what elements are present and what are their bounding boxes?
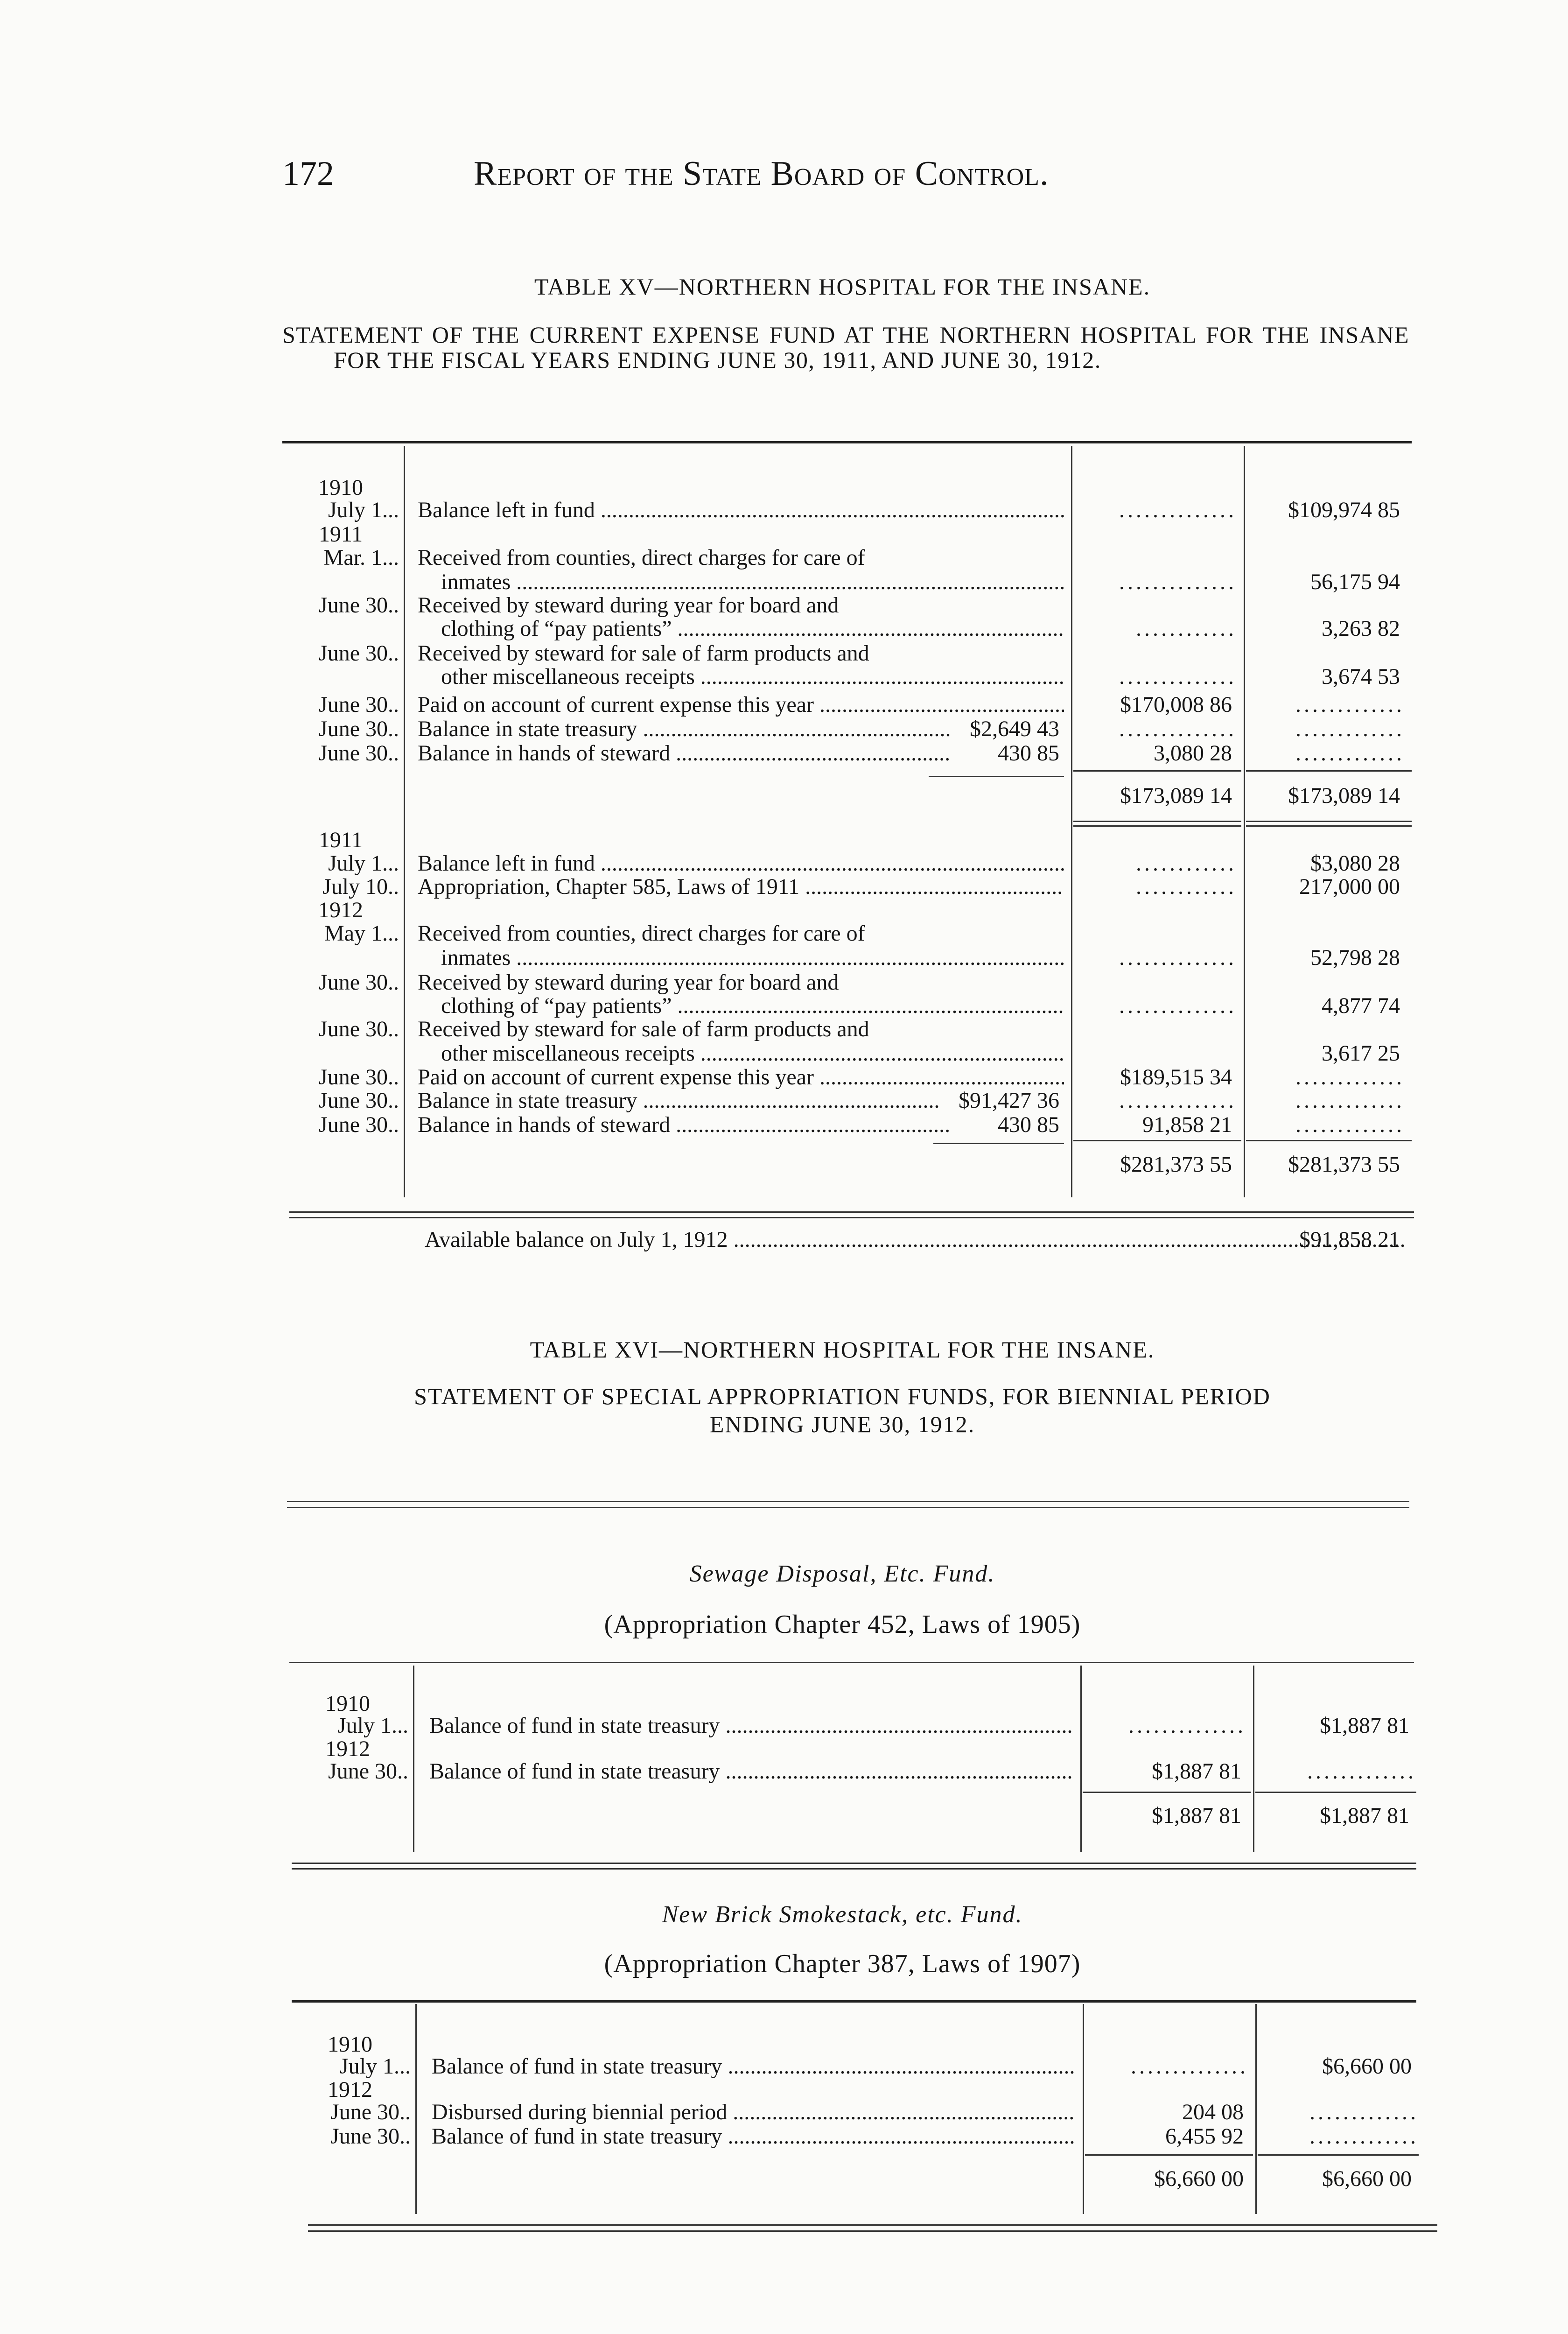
row-date: June 30.. bbox=[319, 1017, 399, 1041]
row-date: June 30.. bbox=[328, 1759, 408, 1784]
table-row bbox=[0, 642, 1568, 665]
total-row bbox=[0, 1804, 1568, 1828]
page-header bbox=[282, 154, 1402, 205]
row-date: Mar. 1... bbox=[323, 545, 399, 570]
amount-col2: $6,660 00 bbox=[1322, 2054, 1412, 2079]
year-label: 1911 bbox=[318, 828, 363, 852]
total-row bbox=[0, 2167, 1568, 2191]
dot-leader: .............. bbox=[1128, 1714, 1246, 1737]
total-col2: $6,660 00 bbox=[1322, 2166, 1412, 2191]
section-rule bbox=[287, 1507, 1409, 1508]
table-xvi-statement-line1: STATEMENT OF SPECIAL APPROPRIATION FUNDS, FOR BIENNIAL PERIOD bbox=[414, 1383, 1271, 1409]
total-col2: $281,373 55 bbox=[1288, 1152, 1400, 1177]
table-row bbox=[0, 546, 1568, 569]
dot-leader: .............. bbox=[1119, 946, 1237, 970]
year-label: 1912 bbox=[325, 1736, 370, 1761]
sewage-fund-title: Sewage Disposal, Etc. Fund. bbox=[689, 1561, 995, 1587]
amount-col2: 3,674 53 bbox=[1322, 664, 1400, 689]
dot-leader: .............. bbox=[1119, 499, 1237, 522]
amount-col2: 56,175 94 bbox=[1310, 569, 1400, 594]
table-row-continuation bbox=[0, 665, 1568, 689]
row-date: June 30.. bbox=[319, 1088, 399, 1113]
dot-leader: ............. bbox=[1309, 2101, 1419, 2124]
row-date: June 30.. bbox=[319, 1112, 399, 1137]
table-top-rule bbox=[289, 1662, 1414, 1663]
total-col2: $1,887 81 bbox=[1320, 1803, 1409, 1828]
year-label: 1910 bbox=[318, 475, 363, 500]
amount-col2: 4,877 74 bbox=[1322, 993, 1400, 1018]
subtotal-rule bbox=[929, 776, 1064, 777]
total-col1: $6,660 00 bbox=[1154, 2166, 1244, 2191]
row-date: July 10.. bbox=[322, 874, 399, 899]
row-description: Balance of fund in state treasury ..... bbox=[432, 2055, 1076, 2078]
inner-amount: $91,427 36 bbox=[959, 1088, 1059, 1113]
total-col1: $1,887 81 bbox=[1152, 1803, 1241, 1828]
row-description: Received by steward for sale of farm products and bbox=[418, 642, 869, 665]
row-description-cont: clothing of “pay patients” ..... bbox=[441, 994, 1064, 1018]
dot-leader: ............. bbox=[1295, 717, 1405, 741]
amount-col1: 204 08 bbox=[1182, 2100, 1244, 2124]
section-rule bbox=[287, 1501, 1409, 1502]
available-balance-label: Available balance on July 1, 1912 ..... bbox=[425, 1227, 1406, 1252]
row-description: Balance of fund in state treasury ..... bbox=[429, 1760, 1073, 1783]
table-row bbox=[0, 852, 1568, 875]
dot-leader: .............. bbox=[1119, 717, 1237, 741]
row-date: June 30.. bbox=[319, 593, 399, 618]
row-description: Paid on account of current expense this year ..... bbox=[418, 1066, 1064, 1089]
row-description: Balance in state treasury ..... bbox=[418, 717, 950, 741]
year-label: 1912 bbox=[328, 2077, 372, 2102]
year-label: 1910 bbox=[325, 1691, 370, 1716]
dot-leader: ............. bbox=[1295, 693, 1405, 717]
page-number: 172 bbox=[282, 155, 334, 193]
row-date: June 30.. bbox=[319, 641, 399, 666]
table-row bbox=[0, 2101, 1568, 2124]
amount-col2: $3,080 28 bbox=[1310, 851, 1400, 876]
year-label: 1910 bbox=[328, 2032, 372, 2057]
year-label: 1912 bbox=[318, 898, 363, 922]
table-row bbox=[0, 1760, 1568, 1783]
row-date: June 30.. bbox=[319, 717, 399, 741]
subtotal-rule bbox=[1085, 2154, 1253, 2156]
table-row bbox=[0, 1714, 1568, 1737]
amount-col2: 3,617 25 bbox=[1322, 1041, 1400, 1066]
row-description-cont: inmates ..... bbox=[441, 570, 1064, 594]
table-row-continuation bbox=[0, 570, 1568, 594]
table-row bbox=[0, 1113, 1568, 1137]
dot-leader: ............ bbox=[1136, 617, 1237, 640]
row-date: May 1... bbox=[324, 921, 399, 946]
dot-leader: .............. bbox=[1119, 665, 1237, 689]
subtotal-rule bbox=[1073, 770, 1241, 772]
amount-col1: $170,008 86 bbox=[1120, 692, 1232, 717]
row-description: Balance in hands of steward ..... bbox=[418, 1113, 950, 1137]
table-bottom-rule bbox=[308, 2224, 1437, 2226]
table-top-rule bbox=[292, 2000, 1416, 2003]
sewage-fund-appropriation: (Appropriation Chapter 452, Laws of 1905) bbox=[604, 1610, 1081, 1639]
subtotal-rule bbox=[1246, 770, 1412, 772]
total-rule bbox=[1073, 821, 1241, 822]
row-description: Disbursed during biennial period ..... bbox=[432, 2101, 1076, 2124]
total-rule bbox=[1246, 821, 1412, 822]
dot-leader: ............. bbox=[1295, 1066, 1405, 1089]
dot-leader: ............. bbox=[1295, 1089, 1405, 1112]
table-top-rule bbox=[282, 441, 1412, 443]
row-description: Appropriation, Chapter 585, Laws of 1911 ..... bbox=[418, 875, 1064, 899]
row-date: June 30.. bbox=[319, 970, 399, 995]
table-bottom-rule bbox=[292, 1868, 1416, 1870]
row-description: Received from counties, direct charges for care of bbox=[418, 922, 865, 945]
table-xvi-title: TABLE XVI—NORTHERN HOSPITAL FOR THE INSANE. bbox=[530, 1336, 1155, 1363]
subtotal-rule bbox=[1258, 2154, 1419, 2156]
total-rule bbox=[1073, 825, 1241, 827]
total-row bbox=[0, 784, 1568, 808]
row-date: June 30.. bbox=[330, 2100, 411, 2124]
table-row-continuation bbox=[0, 617, 1568, 640]
amount-col1: 6,455 92 bbox=[1165, 2124, 1244, 2149]
table-row-continuation bbox=[0, 994, 1568, 1018]
inner-amount: 430 85 bbox=[998, 741, 1059, 766]
total-col1: $281,373 55 bbox=[1120, 1152, 1232, 1177]
row-description-cont: other miscellaneous receipts ..... bbox=[441, 665, 1064, 689]
row-date: June 30.. bbox=[319, 741, 399, 766]
table-row bbox=[0, 922, 1568, 945]
row-date: June 30.. bbox=[330, 2124, 411, 2149]
available-balance-label-box bbox=[425, 1227, 1087, 1252]
dot-leader: ............ bbox=[1136, 852, 1237, 875]
amount-col1: 3,080 28 bbox=[1154, 741, 1232, 766]
table-xv-statement: STATEMENT OF THE CURRENT EXPENSE FUND AT THE NORTHERN HOSPITAL FOR THE INSANE FOR THE FISCAL YEARS ENDING JUNE 30, 1911, AND JUNE 30, 1912. bbox=[282, 322, 1409, 373]
smokestack-fund-title: New Brick Smokestack, etc. Fund. bbox=[662, 1901, 1023, 1928]
subtotal-rule bbox=[1083, 1792, 1251, 1793]
row-description-cont: clothing of “pay patients” ..... bbox=[441, 617, 1064, 640]
subtotal-rule bbox=[933, 1143, 1064, 1144]
row-description: Received by steward during year for board and bbox=[418, 971, 839, 994]
row-date: July 1... bbox=[339, 2054, 411, 2079]
available-balance-value: $91,858 21 bbox=[1299, 1227, 1400, 1252]
subtotal-rule bbox=[1246, 1140, 1412, 1141]
table-bottom-rule bbox=[308, 2230, 1437, 2232]
table-row bbox=[0, 499, 1568, 522]
row-date: July 1... bbox=[328, 498, 399, 522]
table-row bbox=[0, 742, 1568, 765]
row-description: Balance of fund in state treasury ..... bbox=[432, 2125, 1076, 2148]
row-description: Balance in state treasury ..... bbox=[418, 1089, 940, 1112]
amount-col1: $1,887 81 bbox=[1152, 1759, 1241, 1784]
subtotal-rule bbox=[1073, 1140, 1241, 1141]
table-row bbox=[0, 693, 1568, 717]
row-description: Balance of fund in state treasury ..... bbox=[429, 1714, 1073, 1737]
smokestack-fund-appropriation: (Appropriation Chapter 387, Laws of 1907) bbox=[604, 1949, 1081, 1978]
row-description-cont: inmates ..... bbox=[441, 946, 1064, 970]
row-description: Balance left in fund ..... bbox=[418, 499, 1064, 522]
amount-col2: 52,798 28 bbox=[1310, 945, 1400, 970]
table-row bbox=[0, 2125, 1568, 2148]
dot-leader: ............ bbox=[1136, 875, 1237, 899]
amount-col2: 217,000 00 bbox=[1299, 874, 1400, 899]
amount-col1: $189,515 34 bbox=[1120, 1065, 1232, 1090]
dot-leader: .............. bbox=[1131, 2055, 1248, 2078]
inner-amount: $2,649 43 bbox=[970, 717, 1059, 741]
subtotal-rule bbox=[1255, 1792, 1416, 1793]
table-row bbox=[0, 717, 1568, 741]
table-xvi-statement-line2: ENDING JUNE 30, 1912. bbox=[709, 1411, 975, 1437]
row-date: June 30.. bbox=[319, 692, 399, 717]
dot-leader: .............. bbox=[1119, 994, 1237, 1018]
amount-col2: $1,887 81 bbox=[1320, 1713, 1409, 1738]
table-row-continuation bbox=[0, 1042, 1568, 1065]
dot-leader: .............. bbox=[1119, 570, 1237, 594]
total-col1: $173,089 14 bbox=[1120, 783, 1232, 808]
row-description: Paid on account of current expense this year ..... bbox=[418, 693, 1064, 717]
row-date: June 30.. bbox=[319, 1065, 399, 1090]
inner-amount: 430 85 bbox=[998, 1112, 1059, 1137]
dot-leader: ............. bbox=[1295, 1113, 1405, 1137]
row-description: Balance left in fund ..... bbox=[418, 852, 1064, 875]
table-xv-title: TABLE XV—NORTHERN HOSPITAL FOR THE INSANE. bbox=[534, 274, 1151, 300]
amount-col2: 3,263 82 bbox=[1322, 616, 1400, 641]
table-bottom-rule bbox=[289, 1217, 1414, 1218]
table-row bbox=[0, 1018, 1568, 1041]
table-row bbox=[0, 594, 1568, 617]
amount-col2: $109,974 85 bbox=[1288, 498, 1400, 522]
running-title: Report of the State Board of Control. bbox=[474, 155, 1049, 193]
table-row bbox=[0, 2055, 1568, 2078]
table-bottom-rule bbox=[292, 1863, 1416, 1864]
table-bottom-rule bbox=[289, 1211, 1414, 1213]
amount-col1: 91,858 21 bbox=[1142, 1112, 1232, 1137]
table-row bbox=[0, 971, 1568, 994]
row-date: July 1... bbox=[337, 1713, 408, 1738]
table-row bbox=[0, 1089, 1568, 1112]
total-row bbox=[0, 1153, 1568, 1176]
total-col2: $173,089 14 bbox=[1288, 783, 1400, 808]
row-description-cont: other miscellaneous receipts ..... bbox=[441, 1042, 1064, 1065]
row-description: Balance in hands of steward ..... bbox=[418, 742, 950, 765]
dot-leader: .............. bbox=[1119, 1089, 1237, 1112]
table-row bbox=[0, 1066, 1568, 1089]
row-description: Received by steward for sale of farm products and bbox=[418, 1018, 869, 1041]
dot-leader: ............. bbox=[1307, 1760, 1416, 1783]
row-description: Received from counties, direct charges for care of bbox=[418, 546, 865, 569]
row-date: July 1... bbox=[328, 851, 399, 876]
dot-leader: ............. bbox=[1295, 742, 1405, 765]
year-label: 1911 bbox=[318, 522, 363, 547]
row-description: Received by steward during year for board and bbox=[418, 594, 839, 617]
total-rule bbox=[1246, 825, 1412, 827]
dot-leader: ............. bbox=[1309, 2125, 1419, 2148]
table-row bbox=[0, 875, 1568, 899]
table-row-continuation bbox=[0, 946, 1568, 970]
